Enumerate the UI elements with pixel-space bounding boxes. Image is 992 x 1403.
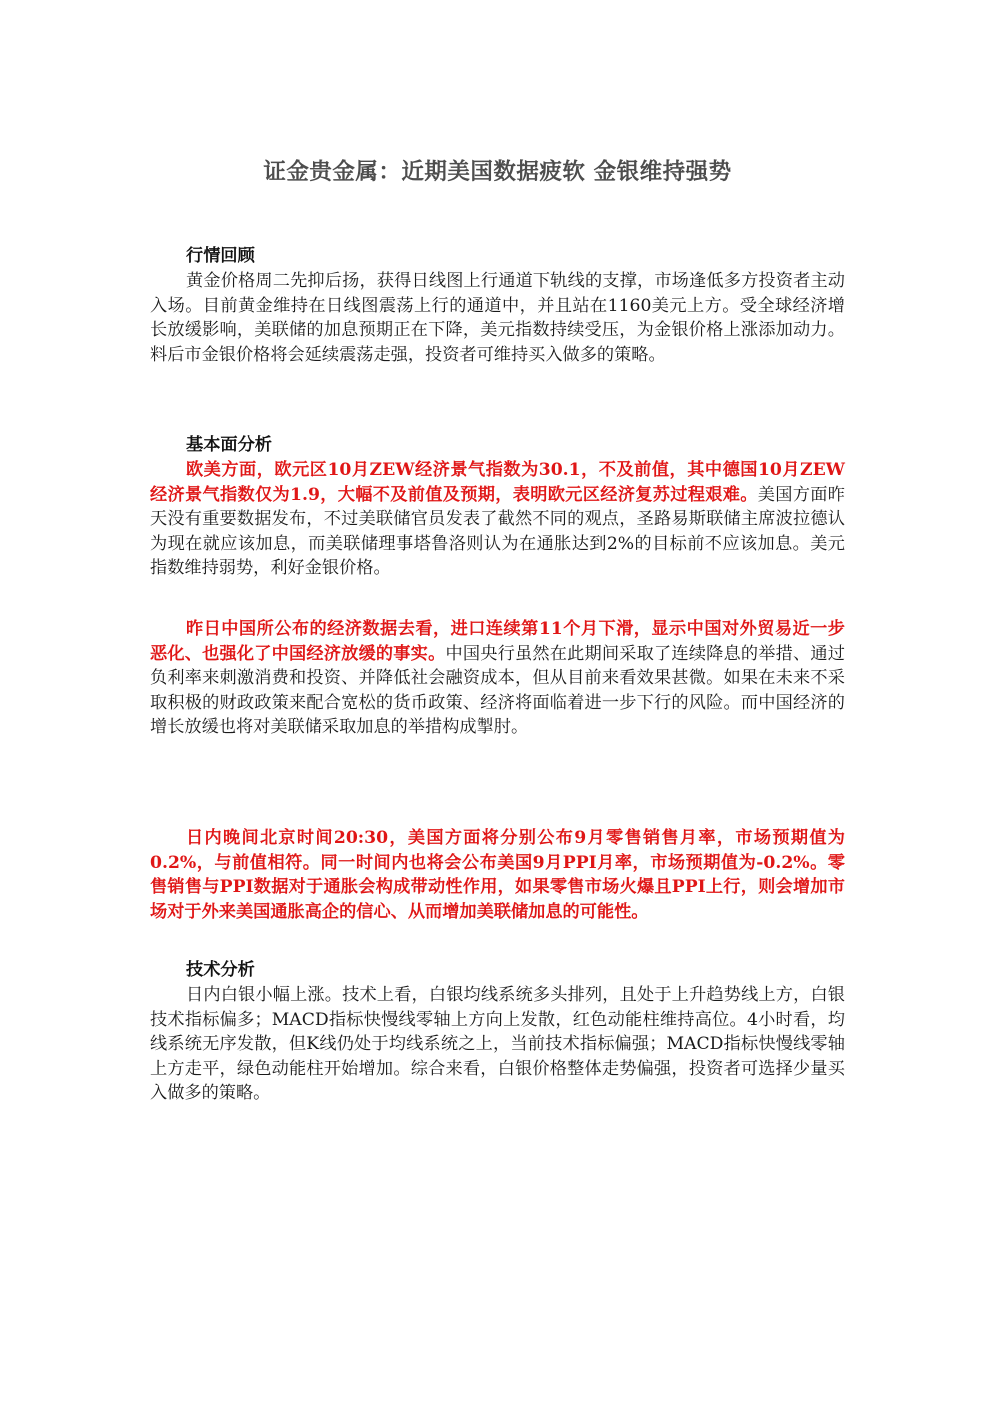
article <box>150 150 845 1104</box>
section-market-review <box>150 244 845 367</box>
section-fundamental-analysis <box>150 433 845 581</box>
fundamental-paragraph-2-text: 中国央行虽然在此期间采取了连续降息的举措、通过负利率来刺激消费和投资、并降低社会融资成本，但从目前来看效果甚微。如果在未来不采取积极的财政政策来配合宽松的货币政策、经济将面临着进一步下行的风险。而中国经济的增长放缓也将对美联储采取加息的举措构成掣肘。 <box>150 643 845 738</box>
fundamental-paragraph-3: 日内晚间北京时间20:30，美国方面将分别公布9月零售销售月率，市场预期值为0.2%，与前值相符。同一时间内也将会公布美国9月PPI月率，市场预期值为-0.2%。零售销售与PPI数据对于通胀会构成带动性作用，如果零售市场火爆且PPI上行，则会增加市场对于外来美国通胀高企的信心、从而增加美联储加息的可能性。 <box>150 828 845 922</box>
fundamental-paragraph-1 <box>150 458 845 581</box>
section-heading-market-review: 行情回顾 <box>186 246 255 266</box>
fundamental-paragraph-2-emphasis: 昨日中国所公布的经济数据去看，进口连续第11个月下滑，显示中国对外贸易近一步恶化、也强化了中国经济放缓的事实。 <box>150 619 845 664</box>
page-title: 证金贵金属：近期美国数据疲软 金银维持强势 <box>263 159 732 185</box>
section-china-data <box>150 617 845 740</box>
technical-paragraph: 日内白银小幅上涨。技术上看，白银均线系统多头排列，且处于上升趋势线上方，白银技术指标偏多；MACD指标快慢线零轴上方向上发散，红色动能柱维持高位。4小时看，均线系统无序发散，但K线仍处于均线系统之上，当前技术指标偏强；MACD指标快慢线零轴上方走平，绿色动能柱开始增加。综合来看，白银价格整体走势偏强，投资者可选择少量买入做多的策略。 <box>150 985 845 1104</box>
fundamental-paragraph-1-emphasis: 欧美方面，欧元区10月ZEW经济景气指数为30.1，不及前值，其中德国10月ZEW经济景气指数仅为1.9，大幅不及前值及预期，表明欧元区经济复苏过程艰难。 <box>150 460 845 505</box>
section-technical-analysis <box>150 958 845 1106</box>
section-heading-fundamental: 基本面分析 <box>186 435 272 455</box>
section-us-data-preview <box>150 826 845 924</box>
fundamental-paragraph-2 <box>150 617 845 740</box>
market-review-paragraph: 黄金价格周二先抑后扬，获得日线图上行通道下轨线的支撑，市场逢低多方投资者主动入场。目前黄金维持在日线图震荡上行的通道中，并且站在1160美元上方。受全球经济增长放缓影响，美联储的加息预期正在下降，美元指数持续受压，为金银价格上涨添加动力。料后市金银价格将会延续震荡走强，投资者可维持买入做多的策略。 <box>150 271 845 365</box>
section-heading-technical: 技术分析 <box>186 960 255 980</box>
fundamental-paragraph-1-text: 美国方面昨天没有重要数据发布，不过美联储官员发表了截然不同的观点，圣路易斯联储主席波拉德认为现在就应该加息，而美联储理事塔鲁洛则认为在通胀达到2%的目标前不应该加息。美元指数维持弱势，利好金银价格。 <box>150 484 845 579</box>
